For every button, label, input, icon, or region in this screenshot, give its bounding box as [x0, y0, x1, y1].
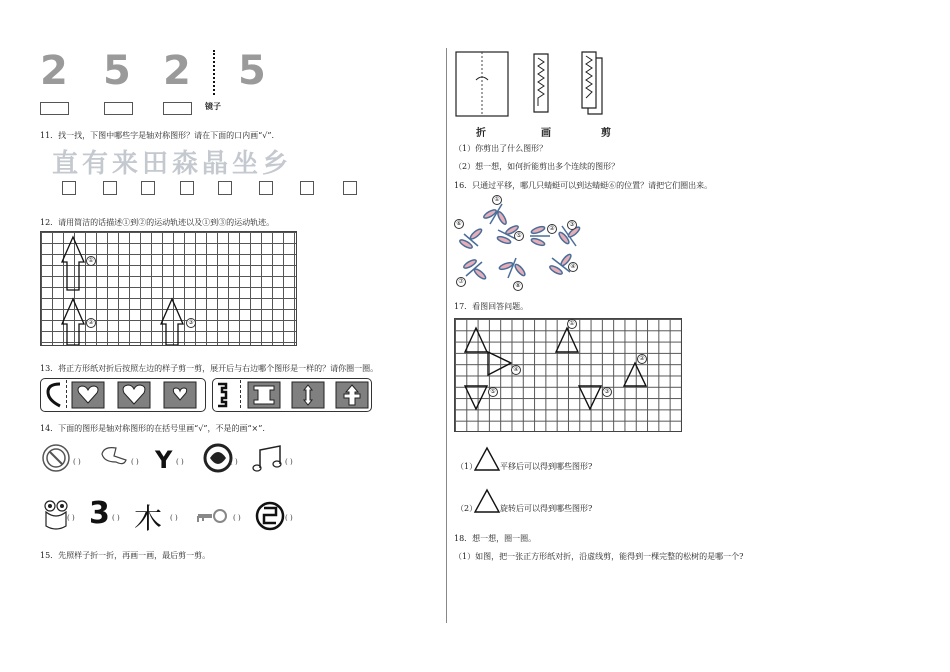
- dragonfly-label-2: ②: [547, 224, 557, 234]
- dragonfly-8: [499, 258, 527, 278]
- q17-triangles: [454, 318, 681, 431]
- mirror-line: [213, 50, 215, 95]
- q17-sub2-text: 旋转后可以得到哪些图形?: [500, 504, 593, 513]
- arrow-shape-1: [62, 237, 84, 290]
- dragonfly-label-3: ③: [567, 220, 577, 230]
- drawn-paper: [534, 54, 548, 112]
- q12-arrows: [40, 231, 296, 345]
- answer-paren[interactable]: ( ): [131, 458, 139, 466]
- step-cut-label: 剪: [601, 128, 611, 139]
- noisy-digit-3: 2: [163, 48, 191, 94]
- half-shape-icon: [102, 448, 126, 464]
- label-3: ③: [186, 318, 196, 328]
- question-14-text: 14．下面的图形是轴对称图形的在括号里画“√”，不是的画“×”.: [40, 424, 265, 433]
- triangle-base: [465, 328, 487, 352]
- digit-three: 3: [89, 496, 110, 531]
- half-heart-shape: [48, 384, 60, 406]
- triangle-3: [579, 386, 601, 409]
- dragonfly-label-4: ④: [568, 262, 578, 272]
- q17-sub1-text: 平移后可以得到哪些图形?: [500, 462, 593, 471]
- label-1: ①: [86, 256, 96, 266]
- dragonfly-label-1: ①: [492, 195, 502, 205]
- column-divider: [446, 48, 447, 623]
- q15-sub2-text: （2）想一想，如何折能剪出多个连续的图形？: [454, 162, 620, 171]
- music-note-icon: [260, 446, 280, 468]
- answer-box[interactable]: [218, 181, 232, 195]
- answer-box[interactable]: [259, 181, 273, 195]
- char-mu: 木: [134, 502, 163, 535]
- triangle-label-1: ①: [567, 319, 577, 329]
- dragonflies-figure: [452, 194, 592, 289]
- dragonfly-label-5: ⑤: [514, 231, 524, 241]
- answer-box[interactable]: [141, 181, 155, 195]
- step-draw-label: 画: [541, 128, 551, 139]
- dragonfly-label-8: ⑧: [513, 281, 523, 291]
- mirror-label: 镜子: [205, 102, 221, 111]
- answer-paren[interactable]: ( ): [285, 458, 293, 466]
- step-fold-label: 折: [476, 128, 486, 139]
- triangle-label-2: ②: [637, 354, 647, 364]
- noisy-digit-4: 5: [238, 48, 266, 94]
- q15-sub1-text: （1）你剪出了什么图形？: [454, 144, 548, 153]
- answer-paren[interactable]: ( ): [170, 514, 178, 522]
- q13-shapes: [40, 378, 372, 412]
- answer-paren[interactable]: ( ): [233, 514, 241, 522]
- question-11-text: 11．找一找，下图中哪些字是轴对称图形？请在下面的口内画“√”.: [40, 131, 274, 140]
- answer-paren[interactable]: ( ): [112, 514, 120, 522]
- question-17-text: 17．看图回答问题。: [454, 302, 529, 311]
- answer-box[interactable]: [343, 181, 357, 195]
- folded-shape: [218, 384, 226, 406]
- triangle-2: [624, 363, 646, 386]
- q17-sub2-triangle: [473, 488, 501, 514]
- letter-y: Y: [155, 446, 173, 474]
- arrow-shape-3: [161, 299, 183, 345]
- arrow-shape-2: [62, 299, 84, 345]
- q17-sub1-triangle: [473, 446, 501, 472]
- answer-box[interactable]: [163, 102, 192, 115]
- answer-box[interactable]: [180, 181, 194, 195]
- answer-paren[interactable]: ( ): [73, 458, 81, 466]
- q17-sub2-prefix: （2）: [456, 504, 478, 513]
- triangle-4: [488, 352, 511, 375]
- answer-paren[interactable]: ( ): [176, 458, 184, 466]
- triangle-5: [465, 386, 487, 409]
- noisy-digit-1: 2: [40, 48, 68, 94]
- answer-paren[interactable]: ( ): [285, 514, 293, 522]
- answer-paren[interactable]: ( ): [230, 458, 238, 466]
- answer-box[interactable]: [40, 102, 69, 115]
- answer-box[interactable]: [62, 181, 76, 195]
- question-15-text: 15．先照样子折一折，再画一画，最后剪一剪。: [40, 551, 211, 560]
- dragonfly-1: [483, 204, 508, 225]
- triangle-label-4: ④: [511, 365, 521, 375]
- answer-box[interactable]: [300, 181, 314, 195]
- answer-box[interactable]: [104, 102, 133, 115]
- label-2: ②: [86, 318, 96, 328]
- answer-paren[interactable]: ( ): [67, 514, 75, 522]
- question-16-text: 16．只通过平移，哪几只蜻蜓可以到达蜻蜓⑥的位置？请把它们圈出来。: [454, 181, 713, 190]
- q18-sub1-text: （1）如图，把一张正方形纸对折，沿虚线剪，能得到一棵完整的松树的是哪一个?: [454, 552, 744, 561]
- noisy-digit-2: 5: [103, 48, 131, 94]
- question-18-text: 18．想一想，圈一圈。: [454, 534, 537, 543]
- question-13-text: 13．将正方形纸对折后按照左边的样子剪一剪，展开后与右边哪个图形是一样的？请你圈一圈。: [40, 364, 379, 373]
- answer-box[interactable]: [103, 181, 117, 195]
- triangle-1: [556, 328, 578, 352]
- dragonfly-label-7: ⑦: [456, 277, 466, 287]
- q17-sub1-prefix: （1）: [456, 462, 478, 471]
- gray-characters: 直有来田森晶坐乡: [52, 149, 293, 179]
- dragonfly-label-6: ⑥: [454, 219, 464, 229]
- triangle-label-5: ⑤: [488, 387, 498, 397]
- fold-cut-steps-figure: [452, 48, 632, 120]
- dragonfly-6: [459, 228, 483, 250]
- triangle-label-3: ③: [602, 387, 612, 397]
- question-12-text: 12．请用简洁的话描述①到②的运动轨迹以及①到③的运动轨迹。: [40, 218, 275, 227]
- dragonfly-7: [463, 258, 487, 280]
